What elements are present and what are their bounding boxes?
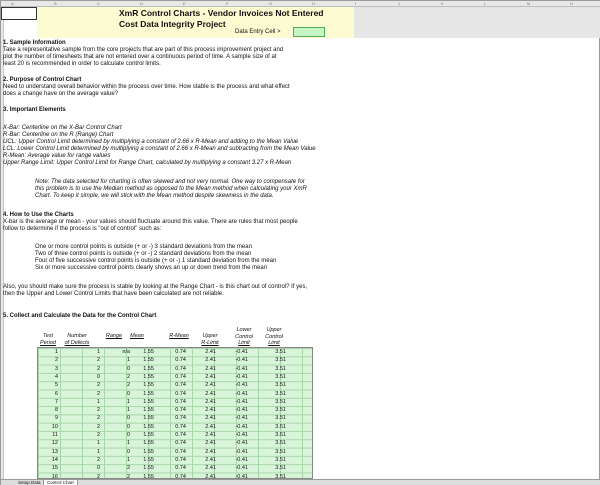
section-text: then the Upper and Lower Control Limits that have been calculated are not reliable. <box>3 291 224 297</box>
table-cell[interactable]: 2.41 <box>205 349 216 355</box>
table-cell[interactable]: 2 <box>126 373 130 380</box>
table-cell[interactable]: 11 <box>52 432 58 438</box>
table-cell[interactable]: 1 <box>96 398 100 405</box>
header-fill <box>354 7 600 38</box>
table-cell[interactable]: 0 <box>126 415 130 422</box>
section-text: does a change have on the average value? <box>3 91 119 97</box>
column-letter[interactable]: E <box>183 1 186 6</box>
section-text: plot the number of timesheets that are not entered over a continuous period of time. A sample size of at <box>3 54 277 60</box>
table-cell[interactable]: 1 <box>96 349 100 355</box>
table-cell[interactable]: 1 <box>126 440 130 447</box>
note-line: Note: The data selected for charting is often skewed and not very normal. One way to compensate for <box>35 179 305 185</box>
column-letter[interactable]: A <box>11 1 14 6</box>
column-letter[interactable]: B <box>54 1 57 6</box>
header-mean: Mean <box>130 333 144 339</box>
table-cell[interactable]: 5 <box>54 382 58 389</box>
header-lower-control-limit: Lower Control Limit <box>235 327 253 346</box>
sheet-title: XmR Control Charts - Vendor Invoices Not Entered <box>119 8 324 18</box>
table-cell[interactable]: 1.55 <box>143 349 154 355</box>
table-cell[interactable]: -0.41 <box>235 432 248 438</box>
table-cell[interactable]: -0.41 <box>235 349 248 355</box>
definition-line: UCL: Upper Control Limit determined by multiplying a constant of 2.66 x R-Mean and adding to the Mean Value <box>3 139 299 145</box>
section-heading-purpose: 2. Purpose of Control Chart <box>3 77 82 83</box>
table-cell[interactable]: 9 <box>54 415 58 422</box>
table-cell[interactable]: 1 <box>96 440 100 447</box>
column-letter[interactable]: M <box>527 1 531 6</box>
definition-line: R-Bar: Centerline on the R (Range) Chart <box>3 132 114 138</box>
table-cell[interactable]: 3.51 <box>275 349 286 355</box>
table-cell[interactable]: 2.41 <box>205 456 216 463</box>
table-cell[interactable]: 2 <box>96 357 100 364</box>
table-cell[interactable]: 0 <box>96 465 100 472</box>
table-cell[interactable]: 2.41 <box>205 415 216 422</box>
table-cell[interactable]: 13 <box>51 448 58 455</box>
table-cell[interactable]: 1.55 <box>143 473 154 480</box>
table-cell[interactable]: 2.41 <box>205 432 216 438</box>
table-cell[interactable]: 0.74 <box>175 398 186 405</box>
note-line: Chart. To keep it simple, we will stick with the Mean method despite skewness in the data. <box>35 193 274 199</box>
table-cell[interactable]: 3 <box>54 365 58 372</box>
table-cell[interactable]: 15 <box>51 465 58 472</box>
table-cell[interactable]: 8 <box>54 407 58 414</box>
table-cell[interactable]: 2.41 <box>205 390 216 397</box>
table-cell[interactable]: -0.41 <box>235 390 248 397</box>
table-cell[interactable]: 1.55 <box>143 432 154 438</box>
rule-line: One or more control points is outside (+ or -) 3 standard deviations from the mean <box>35 244 252 250</box>
table-cell[interactable]: 1.55 <box>143 423 154 430</box>
column-letter[interactable]: G <box>269 1 273 6</box>
table-cell[interactable]: 0.74 <box>175 407 186 414</box>
table-cell[interactable]: 0 <box>126 448 130 455</box>
note-line: this problem is to use the Median method as opposed to the Mean method when calculating your XmR <box>35 186 307 192</box>
definition-line: R-Mean: Average value for range values <box>3 153 111 159</box>
table-cell[interactable]: 0.74 <box>175 415 186 422</box>
table-cell[interactable]: 0.74 <box>175 390 186 397</box>
column-letter[interactable]: I <box>355 1 357 6</box>
table-cell[interactable]: 2 <box>96 432 100 438</box>
table-cell[interactable]: 2 <box>96 473 100 480</box>
table-cell[interactable]: 3.51 <box>275 415 286 422</box>
table-cell[interactable]: 0 <box>126 365 130 372</box>
definition-line: Upper Range Limit: Upper Control Limit for Range Chart, calculated by multiplying a constant 3.27 x R-Mean <box>3 160 292 166</box>
table-cell[interactable]: -0.41 <box>235 440 248 447</box>
section-heading-collect: 5. Collect and Calculate the Data for the Control Chart <box>3 313 157 319</box>
section-text: X-bar is the average or mean - your values should fluctuate around this value. There are rules that most people <box>3 219 298 225</box>
table-cell[interactable]: 16 <box>51 473 58 480</box>
table-cell[interactable]: 7 <box>54 398 58 405</box>
data-table <box>37 347 313 479</box>
table-cell[interactable]: 4 <box>54 373 58 380</box>
table-cell[interactable]: -0.41 <box>235 382 248 389</box>
data-entry-label: Data Entry Cell > <box>235 29 281 35</box>
section-heading-sample: 1. Sample Information <box>3 40 66 46</box>
table-cell[interactable]: 0.74 <box>175 456 186 463</box>
table-cell[interactable]: 2.41 <box>205 423 216 430</box>
table-cell[interactable]: 2.41 <box>205 407 216 414</box>
table-cell[interactable]: 1.55 <box>143 415 154 422</box>
table-cell[interactable]: 3.51 <box>275 473 286 480</box>
definition-line: X-Bar: Centerline on the X-Bar Control Chart <box>3 125 122 131</box>
definition-line: LCL: Lower Control Limit determined by multiplying a constant of 2.66 x R-Mean and subtracting from the Mean Value <box>3 146 316 152</box>
table-cell[interactable]: 0 <box>96 373 100 380</box>
table-cell[interactable]: 3.51 <box>275 390 286 397</box>
table-cell[interactable]: 0.74 <box>175 365 186 372</box>
section-text: Need to understand overall behavior within the process over time. How stable is the process and what effect <box>3 84 290 90</box>
rule-line: Two of three control points is outside (+ or -) 2 standard deviations from the mean <box>35 251 252 257</box>
table-cell[interactable]: 0.74 <box>175 473 186 480</box>
table-cell[interactable]: 0.74 <box>175 349 186 355</box>
rule-line: Four of five successive control points is outside (+ or -) 1 standard deviation from the mean <box>35 258 277 264</box>
table-cell[interactable]: -0.41 <box>235 407 248 414</box>
table-cell[interactable]: -0.41 <box>235 423 248 430</box>
header-test-period: Test Period <box>40 333 56 346</box>
table-cell[interactable]: 2.41 <box>205 373 216 380</box>
table-cell[interactable]: -0.41 <box>235 456 248 463</box>
table-cell[interactable]: 2.41 <box>205 473 216 480</box>
table-cell[interactable]: 1 <box>126 357 130 364</box>
table-cell[interactable]: 2 <box>126 473 130 480</box>
header-range: Range <box>105 333 123 339</box>
data-entry-cell[interactable] <box>293 27 325 37</box>
section-text: Take a representative sample from the core projects that are part of this process improvement project and <box>3 47 284 53</box>
table-cell[interactable]: 1.55 <box>143 440 154 447</box>
table-cell[interactable]: 0.74 <box>175 423 186 430</box>
table-cell[interactable]: 1.55 <box>143 357 154 364</box>
table-cell[interactable]: 2 <box>96 456 100 463</box>
column-letter[interactable]: C <box>97 1 100 6</box>
table-cell[interactable]: -0.41 <box>235 365 248 372</box>
table-cell[interactable]: 2 <box>96 382 100 389</box>
table-cell[interactable]: 3.51 <box>275 365 286 372</box>
table-cell[interactable]: n/a <box>122 349 130 355</box>
table-cell[interactable]: 1.55 <box>143 398 154 405</box>
table-cell[interactable]: 3.51 <box>275 407 286 414</box>
table-cell[interactable]: 2.41 <box>205 440 216 447</box>
table-cell[interactable]: 0.74 <box>175 373 186 380</box>
table-cell[interactable]: 2 <box>96 415 100 422</box>
column-letter[interactable]: L <box>484 1 487 6</box>
table-cell[interactable]: 1 <box>54 349 58 355</box>
table-cell[interactable]: 1.55 <box>143 373 154 380</box>
table-cell[interactable]: 0 <box>126 432 130 438</box>
section-text: least 20 is recommended in order to calculate control limits. <box>3 61 161 67</box>
table-cell[interactable]: -0.41 <box>235 448 248 455</box>
column-letter[interactable]: F <box>226 1 229 6</box>
table-cell[interactable]: 0.74 <box>175 448 186 455</box>
section-heading-elements: 3. Important Elements <box>3 107 66 113</box>
table-cell[interactable]: 2 <box>96 423 100 430</box>
table-cell[interactable]: 1 <box>126 398 130 405</box>
table-cell[interactable]: 0.74 <box>175 382 186 389</box>
table-cell[interactable]: -0.41 <box>235 415 248 422</box>
table-cell[interactable]: 0 <box>126 390 130 397</box>
table-cell[interactable]: 0 <box>126 423 130 430</box>
table-cell[interactable]: -0.41 <box>235 398 248 405</box>
table-cell[interactable]: 6 <box>54 390 58 397</box>
header-upper-r-limit: Upper R-Limit <box>201 333 219 346</box>
header-upper-control-limit: Upper Control Limit <box>265 327 283 346</box>
table-cell[interactable]: 0.74 <box>175 440 186 447</box>
table-cell[interactable]: 1 <box>126 456 130 463</box>
column-letter[interactable]: H <box>312 1 315 6</box>
table-cell[interactable]: -0.41 <box>235 373 248 380</box>
header-number-of-defects: Number of Defects <box>64 333 90 346</box>
table-cell[interactable]: 2 <box>96 407 100 414</box>
table-cell[interactable]: 2.41 <box>205 398 216 405</box>
table-cell[interactable]: -0.41 <box>235 473 248 480</box>
column-letter[interactable]: N <box>570 1 573 6</box>
table-cell[interactable]: 0.74 <box>175 465 186 472</box>
table-cell[interactable]: 3.51 <box>275 432 286 438</box>
sheet-tab-bar <box>1 479 600 485</box>
table-cell[interactable]: 1.55 <box>143 382 154 389</box>
section-text: Also, you should make sure the process is stable by looking at the Range Chart - is this chart out of control? If yes, <box>3 284 308 290</box>
table-cell[interactable]: 1.55 <box>143 465 154 472</box>
sheet-subtitle: Cost Data Integrity Project <box>119 19 226 29</box>
table-cell[interactable]: 2.41 <box>205 365 216 372</box>
table-cell[interactable]: 3.51 <box>275 357 286 364</box>
table-cell[interactable]: 2.41 <box>205 465 216 472</box>
tab-control-chart[interactable]: Control Chart <box>43 480 78 485</box>
table-cell[interactable]: 2.41 <box>205 448 216 455</box>
section-text: follow to determine if the process is "out of control" such as: <box>3 226 162 232</box>
table-cell[interactable]: 0.74 <box>175 357 186 364</box>
table-cell[interactable]: 1.55 <box>143 365 154 372</box>
table-cell[interactable]: 2.41 <box>205 382 216 389</box>
table-cell[interactable]: 3.51 <box>275 440 286 447</box>
table-cell[interactable]: 3.51 <box>275 448 286 455</box>
table-cell[interactable]: 1.55 <box>143 456 154 463</box>
section-heading-how-to-use: 4. How to Use the Charts <box>3 212 74 218</box>
table-cell[interactable]: -0.41 <box>235 465 248 472</box>
table-cell[interactable]: 12 <box>51 440 58 447</box>
table-cell[interactable]: 3.51 <box>275 373 286 380</box>
column-letter[interactable]: J <box>398 1 400 6</box>
table-cell[interactable]: 2.41 <box>205 357 216 364</box>
table-cell[interactable]: 2 <box>54 357 58 364</box>
table-cell[interactable]: 3.51 <box>275 465 286 472</box>
table-cell[interactable]: 3.51 <box>275 398 286 405</box>
table-cell[interactable]: 3.51 <box>275 456 286 463</box>
table-cell[interactable]: 1.55 <box>143 390 154 397</box>
name-box[interactable] <box>1 7 37 20</box>
table-cell[interactable]: 2 <box>126 382 130 389</box>
table-cell[interactable]: 14 <box>51 456 58 463</box>
table-cell[interactable]: 2 <box>96 390 100 397</box>
tab-setup-data[interactable]: Setup Data <box>18 480 41 485</box>
table-cell[interactable]: 3.51 <box>275 423 286 430</box>
table-cell[interactable]: -0.41 <box>235 357 248 364</box>
table-cell[interactable]: 0.74 <box>175 432 186 438</box>
table-cell[interactable]: 1 <box>96 448 100 455</box>
column-letter[interactable]: D <box>140 1 143 6</box>
rule-line: Six or more successive control points clearly shows an up or down trend from the mean <box>35 265 268 271</box>
table-cell[interactable]: 2 <box>96 365 100 372</box>
table-cell[interactable]: 3.51 <box>275 382 286 389</box>
table-cell[interactable]: 1.55 <box>143 448 154 455</box>
table-cell[interactable]: 2 <box>126 465 130 472</box>
column-letter[interactable]: K <box>441 1 444 6</box>
table-cell[interactable]: 1 <box>126 407 130 414</box>
table-cell[interactable]: 1.55 <box>143 407 154 414</box>
header-r-mean: R-Mean <box>169 333 189 339</box>
table-cell[interactable]: 10 <box>51 423 58 430</box>
